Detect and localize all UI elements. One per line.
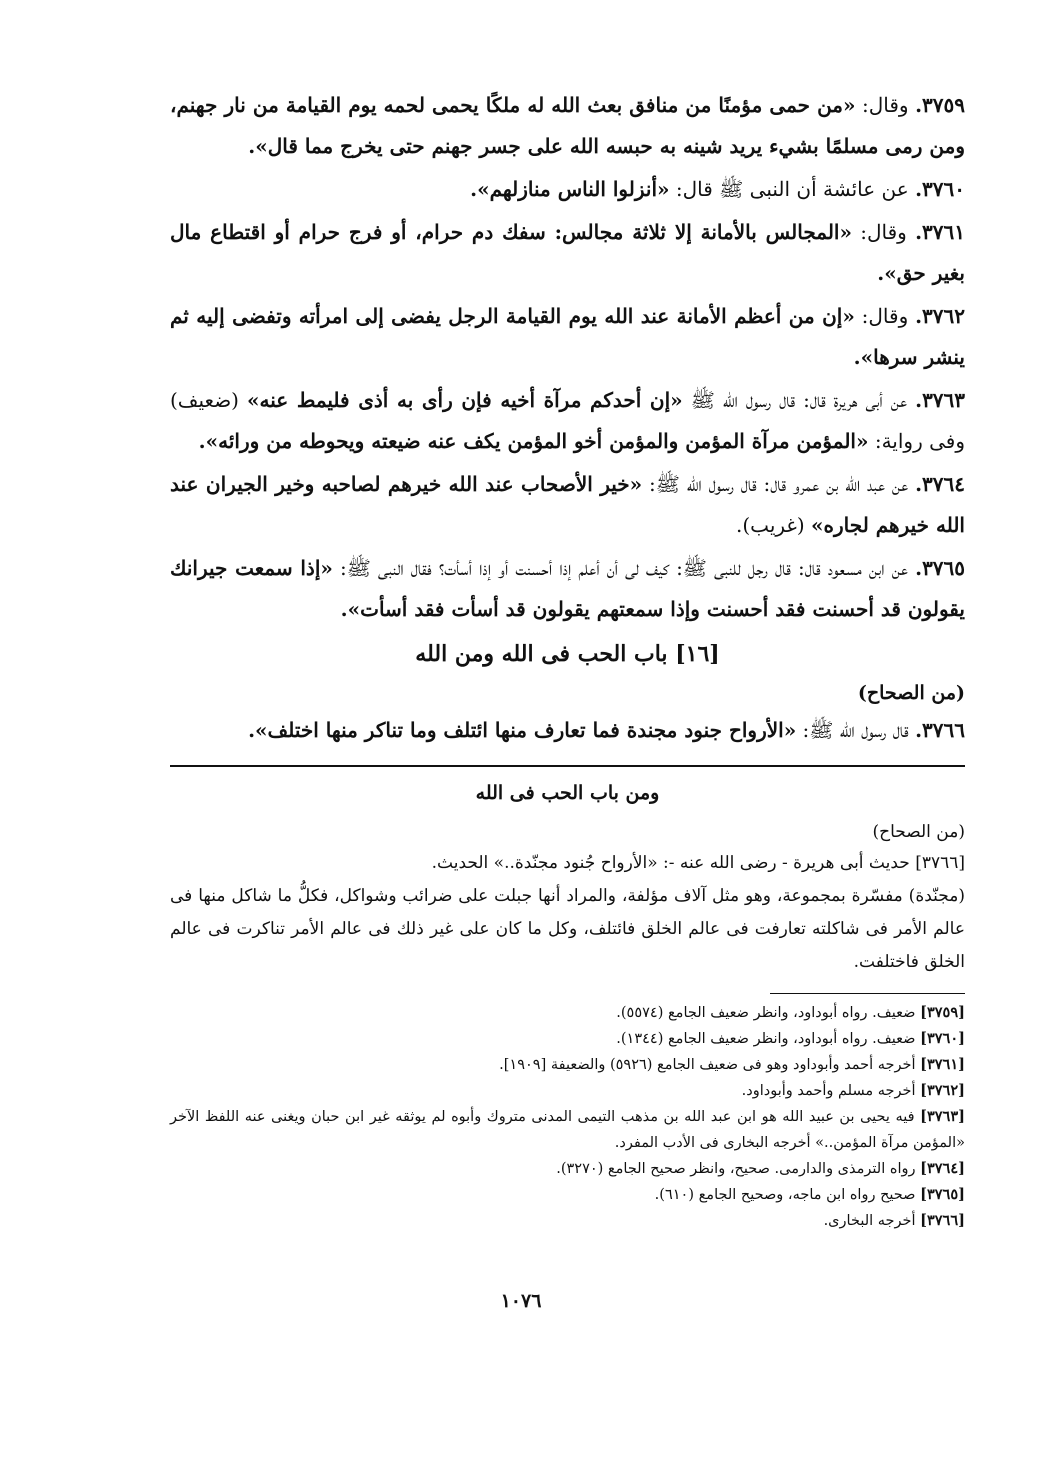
hadith-text: «خير الأصحاب عند الله خيرهم لصاحبه وخير الجيران عند الله خيرهم لجاره» [170,472,965,537]
section-divider [170,765,965,767]
footnote-number: [٣٧٦٤] [920,1160,965,1177]
hadith-text: «أنزلوا الناس منازلهم». [470,177,670,201]
commentary-source: (من الصحاح) [872,822,965,842]
footnote-text: صحيح رواه ابن ماجه، وصحيح الجامع (٦١٠). [654,1187,916,1203]
footnote [170,1026,965,1052]
footnote [170,1156,965,1182]
hadith-intro: عن أبى هريرة قال: قال رسول الله ﷺ [690,388,908,412]
footnote [170,1078,965,1104]
hadith-3761 [170,212,965,294]
commentary-title: ومن باب الحب فى الله [475,782,660,804]
hadith-number: ٣٧٦٦. [915,718,965,742]
footnote-number: [٣٧٦١] [920,1056,965,1073]
footnote-number: [٣٧٦٦] [920,1212,965,1229]
hadith-number: ٣٧٦١. [915,220,965,244]
hadith-intro: قال رسول الله ﷺ: [802,718,909,742]
hadith-3759 [170,85,965,167]
chapter-source: (من الصحاح) [857,682,965,704]
footnote [170,1000,965,1026]
footnote [170,1208,965,1234]
footnote-number: [٣٧٦٥] [920,1186,965,1203]
footnotes [170,1000,965,1234]
hadith-3760 [170,169,965,210]
hadith-text: «الأرواح جنود مجندة فما تعارف منها ائتلف وما تناكر منها اختلف». [248,718,797,742]
hadith-number: ٣٧٦٣. [915,388,966,412]
hadith-text: «إذا سمعت جيرانك يقولون قد أحسنت فقد أحسنت وإذا سمعتهم يقولون قد أسأت فقد أسأت». [170,556,965,621]
hadith-intro: عن عائشة أن النبى ﷺ قال: [675,177,909,201]
footnote-number: [٣٧٥٩] [920,1004,965,1021]
footnote-text: رواه الترمذى والدارمى. صحيح، وانظر صحيح الجامع (٣٢٧٠). [556,1161,916,1177]
footnote [170,1104,965,1156]
chapter-title: [١٦] باب الحب فى الله ومن الله [415,641,720,667]
hadith-3765 [170,548,965,630]
hadith-3766 [170,710,965,751]
footnote-text: ضعيف. رواه أبوداود، وانظر ضعيف الجامع (٥٥٧٤). [616,1005,916,1021]
footnote-number: [٣٧٦٣] [920,1108,965,1125]
hadith-grade: (ضعيف) وفى رواية: [170,388,965,453]
footnote-divider [770,993,965,994]
commentary-paragraph: (مجنّدة) مفسّرة بمجموعة، وهو مثل آلاف مؤلفة، والمراد أنها جبلت على ضرائب وشواكل، فكلُّ ما شاكل منها فى عالم الأمر فى شاكلته تعارفت فى عالم الخلق فائتلف، وكل ما كان على غير ذلك فى عالم الأمر تناكرت فى عالم الخلق فاختلفت. [170,886,965,972]
hadith-text: «إن من أعظم الأمانة عند الله يوم القيامة الرجل يفضى إلى امرأته وتفضى إليه ثم ينشر سرها». [170,304,965,369]
hadith-text-alt: «المؤمن مرآة المؤمن والمؤمن أخو المؤمن يكف عنه ضيعته ويحوطه من ورائه». [198,429,869,453]
page-number: ١٠٧٦ [500,1290,542,1312]
hadith-intro: وقال: [861,304,909,328]
hadith-grade: (غريب). [736,513,805,537]
footnote-text: ضعيف. رواه أبوداود، وانظر ضعيف الجامع (١٣٤٤). [616,1031,916,1047]
hadith-number: ٣٧٥٩. [915,93,966,117]
hadith-3762 [170,296,965,378]
hadith-intro: عن عبد الله بن عمرو قال: قال رسول الله ﷺ: [649,472,909,496]
hadith-number: ٣٧٦٠. [915,177,965,201]
hadith-text: «المجالس بالأمانة إلا ثلاثة مجالس: سفك دم حرام، أو فرج حرام أو اقتطاع مال بغير حق». [170,220,965,285]
commentary-line: [٣٧٦٦] حديث أبى هريرة - رضى الله عنه -: «الأرواح جُنود مجنّدة..» الحديث. [431,853,965,873]
footnote-text: أخرجه البخارى. [823,1213,916,1229]
hadith-intro: وقال: [862,93,909,117]
hadith-number: ٣٧٦٤. [915,472,966,496]
hadith-3763 [170,380,965,462]
hadith-number: ٣٧٦٢. [915,304,965,328]
footnote [170,1182,965,1208]
hadith-text: «من حمى مؤمنًا من منافق بعث الله له ملكًا يحمى لحمه يوم القيامة من نار جهنم، ومن رمى مسلمًا بشيء يريد شينه به حبسه الله على جسر جهنم حتى يخرج مما قال». [170,93,965,158]
page-body [170,85,965,1234]
footnote-number: [٣٧٦٠] [920,1030,965,1047]
footnote-text: أخرجه مسلم وأحمد وأبوداود. [741,1083,916,1099]
footnote-text: فيه يحيى بن عبيد الله هو ابن عبد الله بن مذهب التيمى المدنى متروك وأبوه لم يوثقه غير ابن حبان ويغنى عنه اللفظ الآخر «المؤمن مرآة المؤمن..» أخرجه البخارى فى الأدب المفرد. [170,1109,965,1151]
hadith-3764 [170,464,965,546]
hadith-intro: وقال: [860,220,907,244]
footnote-number: [٣٧٦٢] [920,1082,965,1099]
hadith-text: «إن أحدكم مرآة أخيه فإن رأى به أذى فليمط عنه» [247,388,683,412]
footnote-text: أخرجه أحمد وأبوداود وهو فى ضعيف الجامع (٥٩٢٦) والضعيفة [١٩٠٩]. [499,1057,916,1073]
hadith-intro: عن ابن مسعود قال: قال رجل للنبى ﷺ: كيف لى أن أعلم إذا أحسنت أو إذا أسأت؟ فقال النبى ﷺ: [339,556,909,580]
hadith-number: ٣٧٦٥. [915,556,966,580]
footnote [170,1052,965,1078]
